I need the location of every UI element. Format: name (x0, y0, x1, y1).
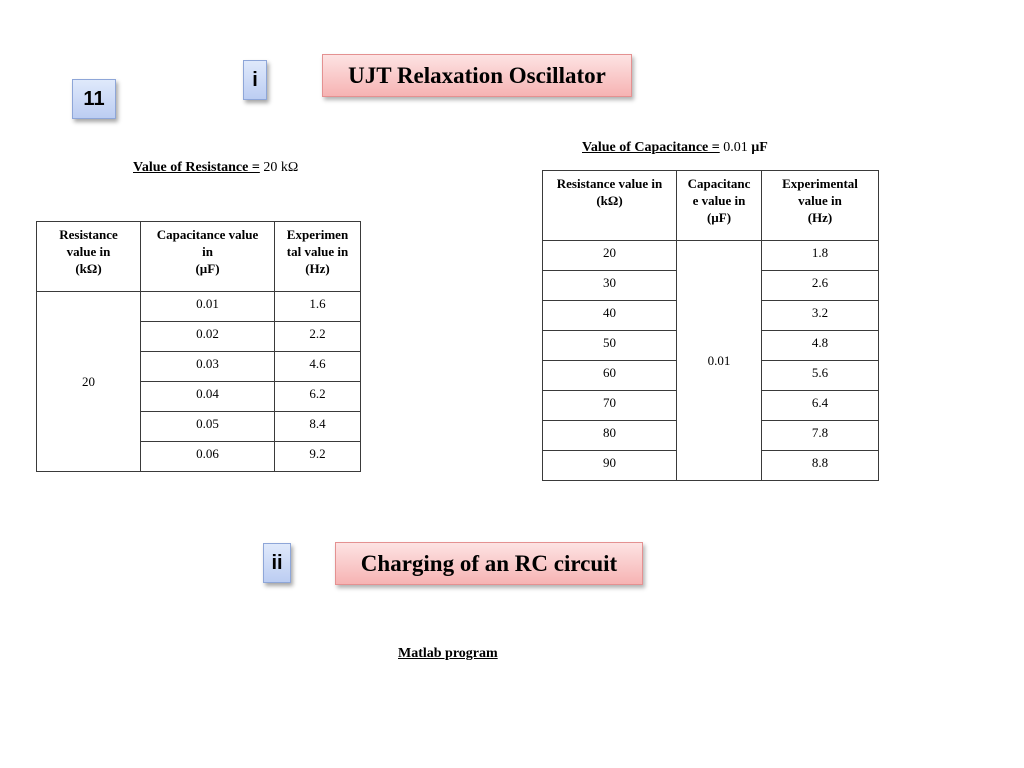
left-cap-cell: 0.03 (141, 352, 275, 382)
right-exp-cell: 4.8 (762, 331, 879, 361)
left-header-experimental: Experimen tal value in (Hz) (275, 222, 361, 292)
resistance-fixed-table (36, 221, 361, 472)
right-exp-cell: 1.8 (762, 241, 879, 271)
left-exp-cell: 1.6 (275, 292, 361, 322)
right-exp-cell: 7.8 (762, 421, 879, 451)
right-res-cell: 80 (543, 421, 677, 451)
right-exp-cell: 5.6 (762, 361, 879, 391)
resistance-caption (133, 160, 298, 176)
right-header-experimental: Experimental value in (Hz) (762, 171, 879, 241)
section-i-title: UJT Relaxation Oscillator (322, 54, 632, 97)
left-cap-cell: 0.01 (141, 292, 275, 322)
right-res-cell: 40 (543, 301, 677, 331)
right-res-cell: 20 (543, 241, 677, 271)
left-cap-cell: 0.06 (141, 442, 275, 472)
matlab-program-text: Matlab program (398, 646, 498, 661)
right-capacitance-cell: 0.01 (677, 241, 762, 481)
left-exp-cell: 9.2 (275, 442, 361, 472)
left-exp-cell: 4.6 (275, 352, 361, 382)
right-exp-cell: 6.4 (762, 391, 879, 421)
right-res-cell: 50 (543, 331, 677, 361)
section-i-marker: i (243, 60, 267, 100)
capacitance-caption-unit: µF (751, 140, 768, 155)
left-header-capacitance: Capacitance value in (µF) (141, 222, 275, 292)
capacitance-caption-label: Value of Capacitance = (582, 140, 720, 155)
left-exp-cell: 6.2 (275, 382, 361, 412)
left-cap-cell: 0.02 (141, 322, 275, 352)
right-exp-cell: 3.2 (762, 301, 879, 331)
left-exp-cell: 8.4 (275, 412, 361, 442)
left-header-resistance: Resistance value in (kΩ) (37, 222, 141, 292)
right-res-cell: 30 (543, 271, 677, 301)
right-res-cell: 60 (543, 361, 677, 391)
left-cap-cell: 0.04 (141, 382, 275, 412)
right-exp-cell: 2.6 (762, 271, 879, 301)
right-exp-cell: 8.8 (762, 451, 879, 481)
left-resistance-cell: 20 (37, 292, 141, 472)
capacitance-caption (582, 140, 768, 156)
right-header-capacitance: Capacitanc e value in (µF) (677, 171, 762, 241)
right-header-resistance: Resistance value in (kΩ) (543, 171, 677, 241)
resistance-caption-value: 20 (263, 160, 278, 175)
right-res-cell: 90 (543, 451, 677, 481)
right-res-cell: 70 (543, 391, 677, 421)
left-exp-cell: 2.2 (275, 322, 361, 352)
resistance-caption-unit: kΩ (280, 160, 299, 175)
matlab-program-label (398, 646, 498, 662)
left-cap-cell: 0.05 (141, 412, 275, 442)
section-ii-title: Charging of an RC circuit (335, 542, 643, 585)
slide-number-badge: 11 (72, 79, 116, 119)
resistance-caption-label: Value of Resistance = (133, 160, 260, 175)
capacitance-fixed-table (542, 170, 879, 481)
section-ii-marker: ii (263, 543, 291, 583)
capacitance-caption-value: 0.01 (723, 140, 748, 155)
